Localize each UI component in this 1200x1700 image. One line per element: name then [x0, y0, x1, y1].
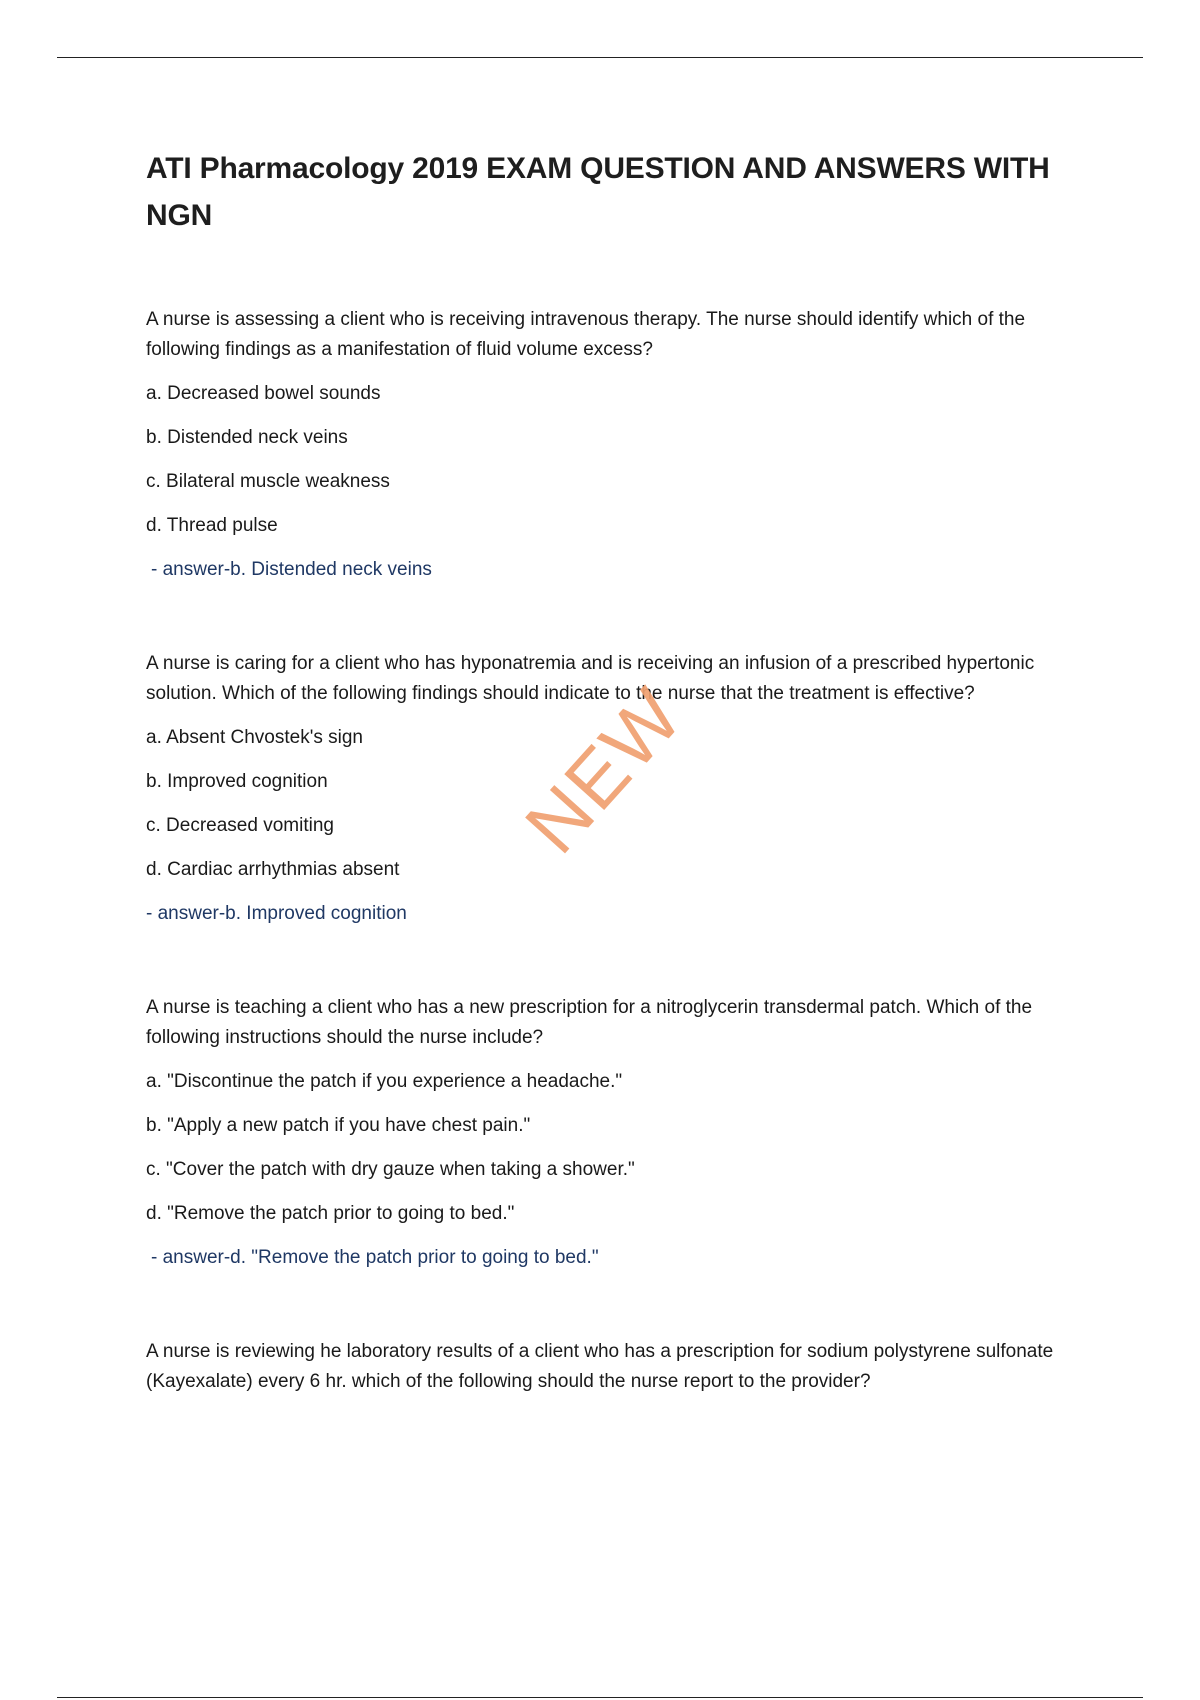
document-title: ATI Pharmacology 2019 EXAM QUESTION AND ANSWERS WITH NGN	[146, 152, 1050, 232]
answer-option-b: b. Improved cognition	[146, 771, 328, 792]
question-stem: A nurse is reviewing he laboratory results of a client who has a prescription for sodium polystyrene sulfonate (Kayexalate) every 6 hr. which of the following should the nurse report to the provider?	[146, 1341, 1054, 1392]
question-stem: A nurse is teaching a client who has a new prescription for a nitroglycerin transdermal patch. Which of the following instructions should the nurse include?	[146, 997, 1033, 1048]
question-stem: A nurse is assessing a client who is receiving intravenous therapy. The nurse should identify which of the following findings as a manifestation of fluid volume excess?	[146, 309, 1026, 360]
answer-option-a: a. Absent Chvostek's sign	[146, 727, 363, 748]
question-3	[146, 993, 1096, 1273]
correct-answer: - answer-d. "Remove the patch prior to going to bed."	[151, 1247, 599, 1268]
answer-option-b: b. "Apply a new patch if you have chest pain."	[146, 1115, 531, 1136]
question-1	[146, 305, 1096, 585]
answer-option-c: c. Decreased vomiting	[146, 815, 334, 836]
question-stem: A nurse is caring for a client who has hyponatremia and is receiving an infusion of a prescribed hypertonic solution. Which of the following findings should indicate to the nurse that the treatment is effective?	[146, 653, 1035, 704]
answer-option-d: d. Thread pulse	[146, 515, 278, 536]
correct-answer: - answer-b. Distended neck veins	[151, 559, 432, 580]
answer-option-a: a. Decreased bowel sounds	[146, 383, 381, 404]
answer-option-d: d. Cardiac arrhythmias absent	[146, 859, 400, 880]
answer-option-c: c. Bilateral muscle weakness	[146, 471, 390, 492]
answer-option-a: a. "Discontinue the patch if you experience a headache."	[146, 1071, 623, 1092]
new-watermark: NEW	[508, 670, 700, 870]
answer-option-d: d. "Remove the patch prior to going to bed."	[146, 1203, 515, 1224]
answer-option-c: c. "Cover the patch with dry gauze when taking a shower."	[146, 1159, 635, 1180]
correct-answer: - answer-b. Improved cognition	[146, 903, 407, 924]
answer-option-b: b. Distended neck veins	[146, 427, 348, 448]
top-rule	[57, 57, 1143, 58]
question-4	[146, 1337, 1096, 1397]
bottom-rule	[57, 1697, 1143, 1698]
